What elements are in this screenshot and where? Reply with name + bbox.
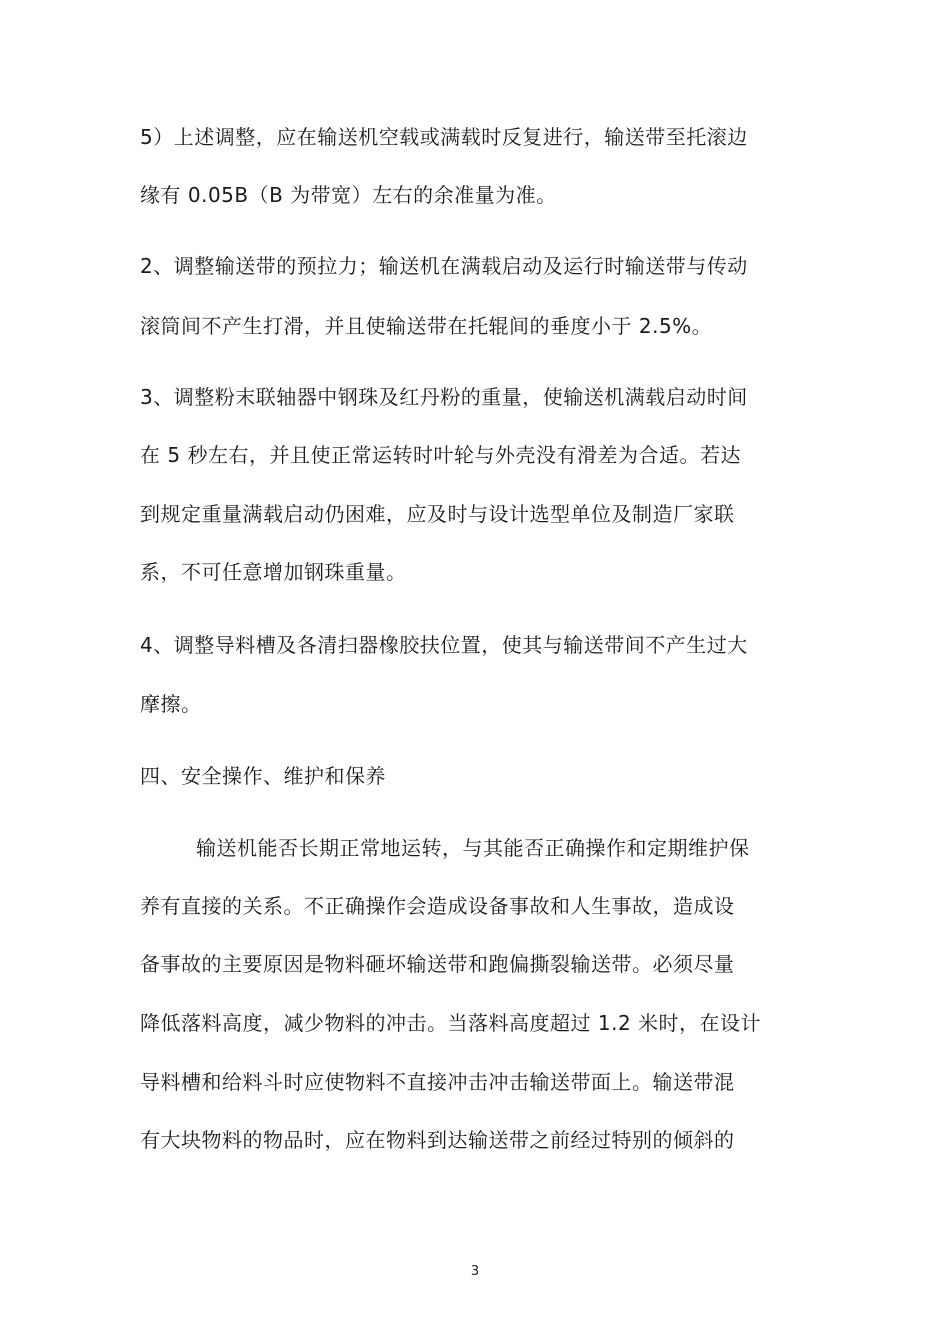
text-line: 滚筒间不产生打滑，并且使输送带在托辊间的垂度小于 2.5%。	[140, 314, 713, 338]
text-line: 缘有 0.05B（B 为带宽）左右的余准量为准。	[140, 183, 557, 207]
text-line: 导料槽和给料斗时应使物料不直接冲击冲击输送带面上。输送带混	[140, 1070, 735, 1094]
text-line: 摩擦。	[140, 692, 202, 716]
text-line: 备事故的主要原因是物料砸坏输送带和跑偏撕裂输送带。必须尽量	[140, 952, 735, 976]
section-heading: 四、安全操作、维护和保养	[140, 764, 386, 788]
text-line: 5）上述调整，应在输送机空载或满载时反复进行，输送带至托滚边	[140, 125, 748, 149]
text-line: 在 5 秒左右，并且使正常运转时叶轮与外壳没有滑差为合适。若达	[140, 443, 741, 467]
text-line: 有大块物料的物品时，应在物料到达输送带之前经过特别的倾斜的	[140, 1128, 735, 1152]
text-line: 养有直接的关系。不正确操作会造成设备事故和人生事故，造成设	[140, 894, 735, 918]
text-line: 到规定重量满载启动仍困难，应及时与设计选型单位及制造厂家联	[140, 502, 735, 526]
text-line: 输送机能否长期正常地运转，与其能否正确操作和定期维护保	[196, 836, 750, 860]
text-line: 系，不可任意增加钢珠重量。	[140, 560, 407, 584]
text-line: 2、调整输送带的预拉力；输送机在满载启动及运行时输送带与传动	[140, 254, 748, 278]
page-number: 3	[470, 1264, 480, 1279]
text-line: 3、调整粉末联轴器中钢珠及红丹粉的重量，使输送机满载启动时间	[140, 385, 748, 409]
text-line: 降低落料高度，减少物料的冲击。当落料高度超过 1.2 米时，在设计	[140, 1011, 762, 1035]
text-line: 4、调整导料槽及各清扫器橡胶扶位置，使其与输送带间不产生过大	[140, 633, 748, 657]
